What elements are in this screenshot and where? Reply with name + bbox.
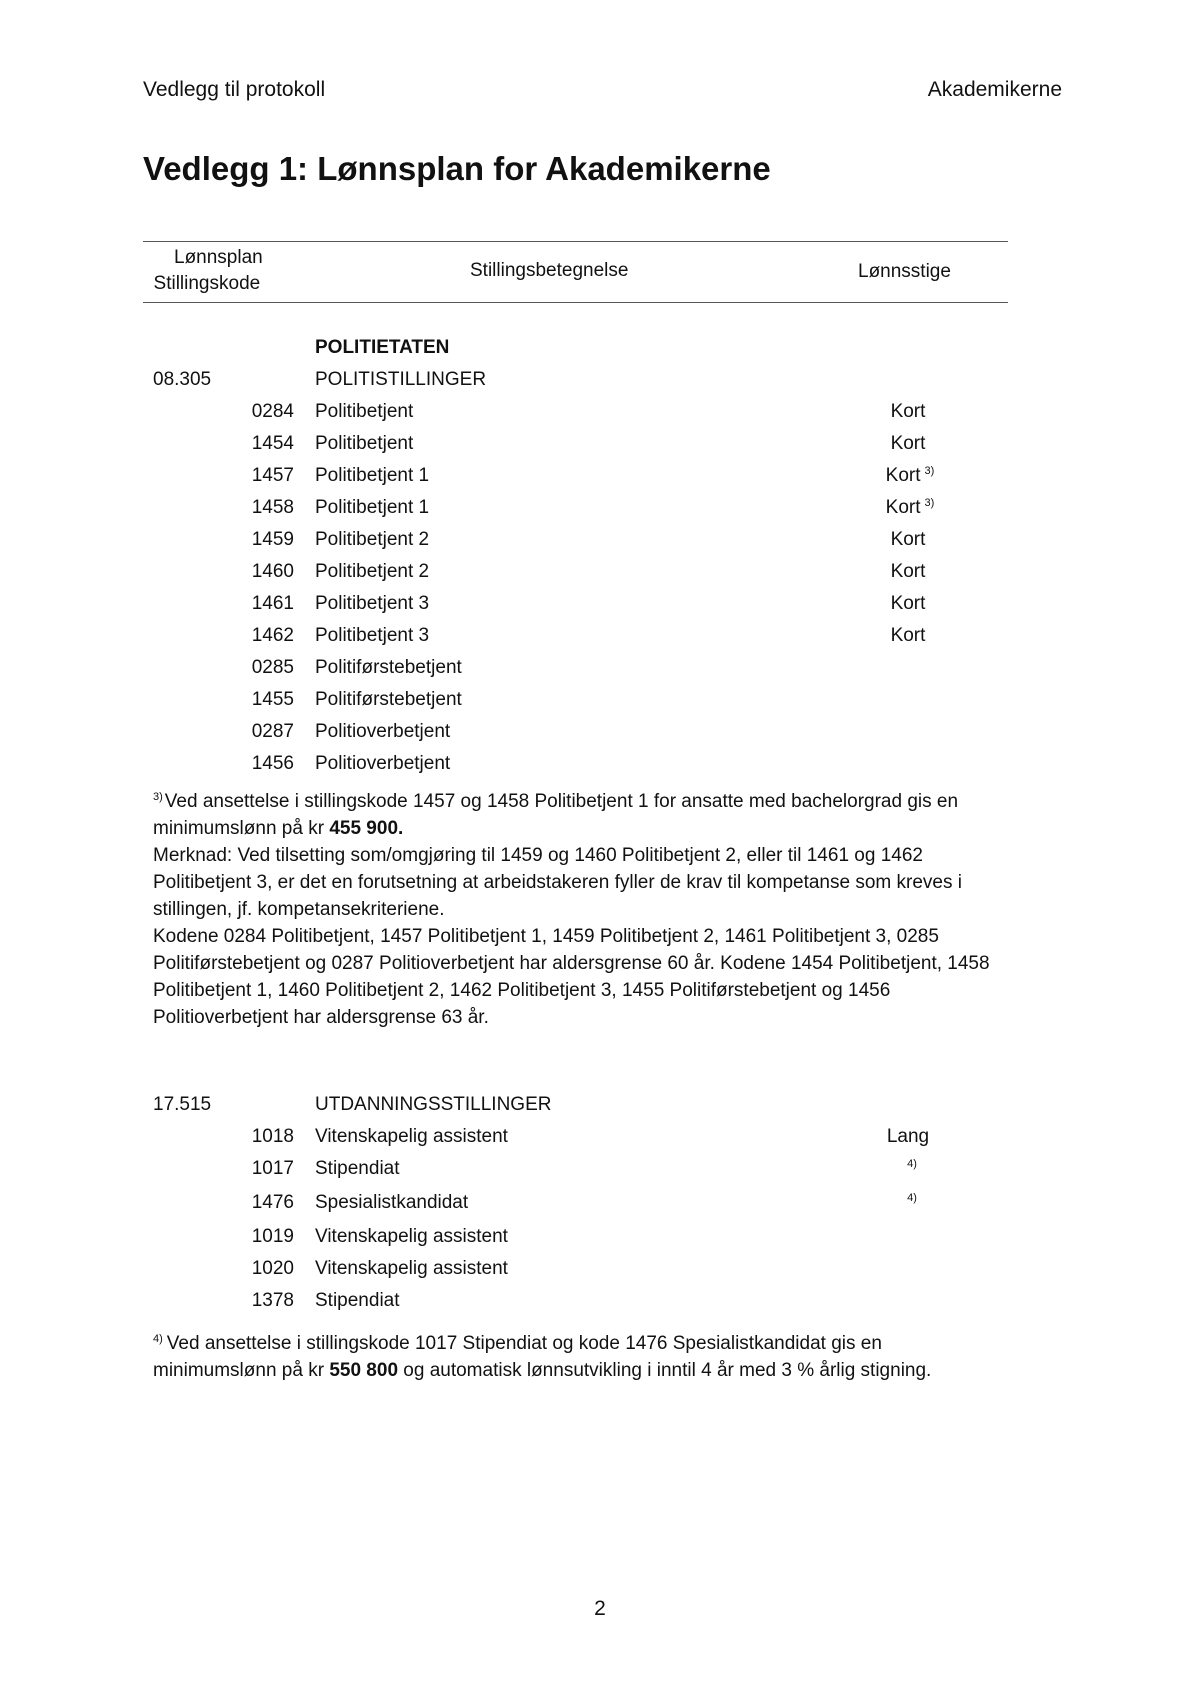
row-lonnsstige-value: Kort <box>890 593 926 614</box>
row-lonnsstige <box>870 1126 950 1148</box>
row-lonnsstige <box>870 1158 950 1180</box>
row-lonnsstige <box>870 1226 950 1248</box>
row-title: Politibetjent 2 <box>315 561 430 582</box>
row-lonnsstige <box>870 401 950 423</box>
table-header-bottom-rule <box>143 302 1008 303</box>
row-lonnsstige <box>870 721 950 743</box>
row-code: 1455 <box>251 689 294 710</box>
row-title: Politiførstebetjent <box>315 689 462 710</box>
col-header-lonnsplan <box>153 245 263 297</box>
row-title: Vitenskapelig assistent <box>315 1126 508 1147</box>
row-lonnsstige-value: Kort <box>890 625 926 646</box>
plan-name: POLITISTILLINGER <box>315 369 487 390</box>
row-title: Stipendiat <box>315 1290 400 1311</box>
row-code: 1018 <box>251 1126 294 1147</box>
footnote-3-text: Ved ansettelse i stillingskode 1457 og 1458 Politibetjent 1 for ansatte med bachelorgrad gis en minimumslønn på kr <box>153 791 959 839</box>
page-title: Vedlegg 1: Lønnsplan for Akademikerne <box>143 150 771 187</box>
row-title: Politibetjent 1 <box>315 497 430 518</box>
row-lonnsstige <box>870 1192 950 1214</box>
page-number: 2 <box>594 1597 606 1620</box>
row-code: 1017 <box>251 1158 294 1179</box>
row-lonnsstige-value: Kort <box>890 433 926 454</box>
row-code: 0284 <box>251 401 294 422</box>
footnote-4-text-1: Ved ansettelse i stillingskode 1017 Stipendiat og kode 1476 Spesialistkandidat gis en minimumslønn på kr <box>153 1333 882 1381</box>
col-header-lonnsplan-line2: Stillingskode <box>153 273 261 294</box>
header-right: Akademikerne <box>927 78 1062 101</box>
table-top-rule <box>143 241 1008 242</box>
remark-text: Merknad: Ved tilsetting som/omgjøring til 1459 og 1460 Politibetjent 2, eller til 1461 og 1462 Politibetjent 3, er det en forutsetning at arbeidstakeren fyller de krav til kompetanse som kreves i stillingen, jf. kompetansekriteriene. <box>153 845 962 920</box>
footnote-3-mark: 3) <box>153 791 163 803</box>
footnote-4-text-2: og automatisk lønnsutvikling i inntil 4 år med 3 % årlig stigning. <box>398 1360 932 1381</box>
row-title: Politibetjent 2 <box>315 529 430 550</box>
col-header-stillingsbetegnelse: Stillingsbetegnelse <box>470 260 629 281</box>
row-lonnsstige <box>870 593 950 615</box>
row-lonnsstige <box>870 689 950 711</box>
footnote-3 <box>153 784 1013 842</box>
row-lonnsstige <box>870 529 950 551</box>
row-lonnsstige <box>870 657 950 679</box>
row-lonnsstige <box>870 433 950 455</box>
footnote-4-amount: 550 800 <box>329 1360 399 1381</box>
row-footnote-mark: 4) <box>907 1158 917 1170</box>
col-header-lonnsstige: Lønnsstige <box>858 261 951 282</box>
row-code: 1456 <box>251 753 294 774</box>
row-title: Vitenskapelig assistent <box>315 1258 508 1279</box>
row-title: Politioverbetjent <box>315 721 451 742</box>
row-lonnsstige-value: Kort <box>890 529 926 550</box>
row-lonnsstige-value: Kort <box>890 401 926 422</box>
row-title: Politioverbetjent <box>315 753 451 774</box>
row-footnote-mark: 4) <box>907 1192 917 1204</box>
row-footnote-mark: 3) <box>924 465 935 477</box>
row-lonnsstige-value: Kort <box>890 561 926 582</box>
row-title: Politibetjent <box>315 433 414 454</box>
plan-code: 08.305 <box>153 369 212 390</box>
row-code: 1378 <box>251 1290 294 1311</box>
row-lonnsstige <box>870 1258 950 1280</box>
row-code: 1476 <box>251 1192 294 1213</box>
row-title: Politiførstebetjent <box>315 657 462 678</box>
header-left: Vedlegg til protokoll <box>143 78 326 101</box>
col-header-lonnsplan-line1: Lønnsplan <box>174 247 263 268</box>
row-title: Stipendiat <box>315 1158 400 1179</box>
row-code: 1019 <box>251 1226 294 1247</box>
plan-code-2: 17.515 <box>153 1094 212 1115</box>
row-code: 0285 <box>251 657 294 678</box>
row-lonnsstige <box>870 753 950 775</box>
age-limits-text: Kodene 0284 Politibetjent, 1457 Politibetjent 1, 1459 Politibetjent 2, 1461 Politibetjent 3, 0285 Politiførstebetjent og 0287 Politioverbetjent har aldersgrense 60 år. Kodene 1454 Politibetjent, 1458 Politibetjent 1, 1460 Politibetjent 2, 1462 Politibetjent 3, 1455 Politiførstebetjent og 1456 Politioverbetjent har aldersgrense 63 år. <box>153 926 990 1028</box>
row-code: 1462 <box>251 625 294 646</box>
row-code: 1459 <box>251 529 294 550</box>
row-title: Politibetjent 3 <box>315 625 430 646</box>
agency-title: POLITIETATEN <box>315 337 450 358</box>
row-lonnsstige-value: Kort <box>885 497 921 518</box>
row-footnote-mark: 3) <box>924 497 935 509</box>
remark-paragraph <box>153 842 1013 1031</box>
row-lonnsstige <box>870 561 950 583</box>
row-title: Spesialistkandidat <box>315 1192 469 1213</box>
row-code: 0287 <box>251 721 294 742</box>
row-title: Politibetjent 3 <box>315 593 430 614</box>
footnote-3-amount: 455 900. <box>329 818 404 839</box>
row-title: Politibetjent <box>315 401 414 422</box>
row-title: Vitenskapelig assistent <box>315 1226 508 1247</box>
row-code: 1457 <box>251 465 294 486</box>
row-code: 1020 <box>251 1258 294 1279</box>
row-code: 1454 <box>251 433 294 454</box>
row-lonnsstige <box>870 625 950 647</box>
row-lonnsstige <box>870 497 950 519</box>
row-lonnsstige <box>870 465 950 487</box>
plan-name-2: UTDANNINGSSTILLINGER <box>315 1094 552 1115</box>
row-code: 1460 <box>251 561 294 582</box>
row-lonnsstige-value: Kort <box>885 465 921 486</box>
row-code: 1458 <box>251 497 294 518</box>
row-title: Politibetjent 1 <box>315 465 430 486</box>
footnote-4-mark: 4) <box>153 1333 163 1345</box>
row-code: 1461 <box>251 593 294 614</box>
row-lonnsstige-value: Lang <box>886 1126 930 1147</box>
row-lonnsstige <box>870 1290 950 1312</box>
footnote-4 <box>153 1326 993 1384</box>
